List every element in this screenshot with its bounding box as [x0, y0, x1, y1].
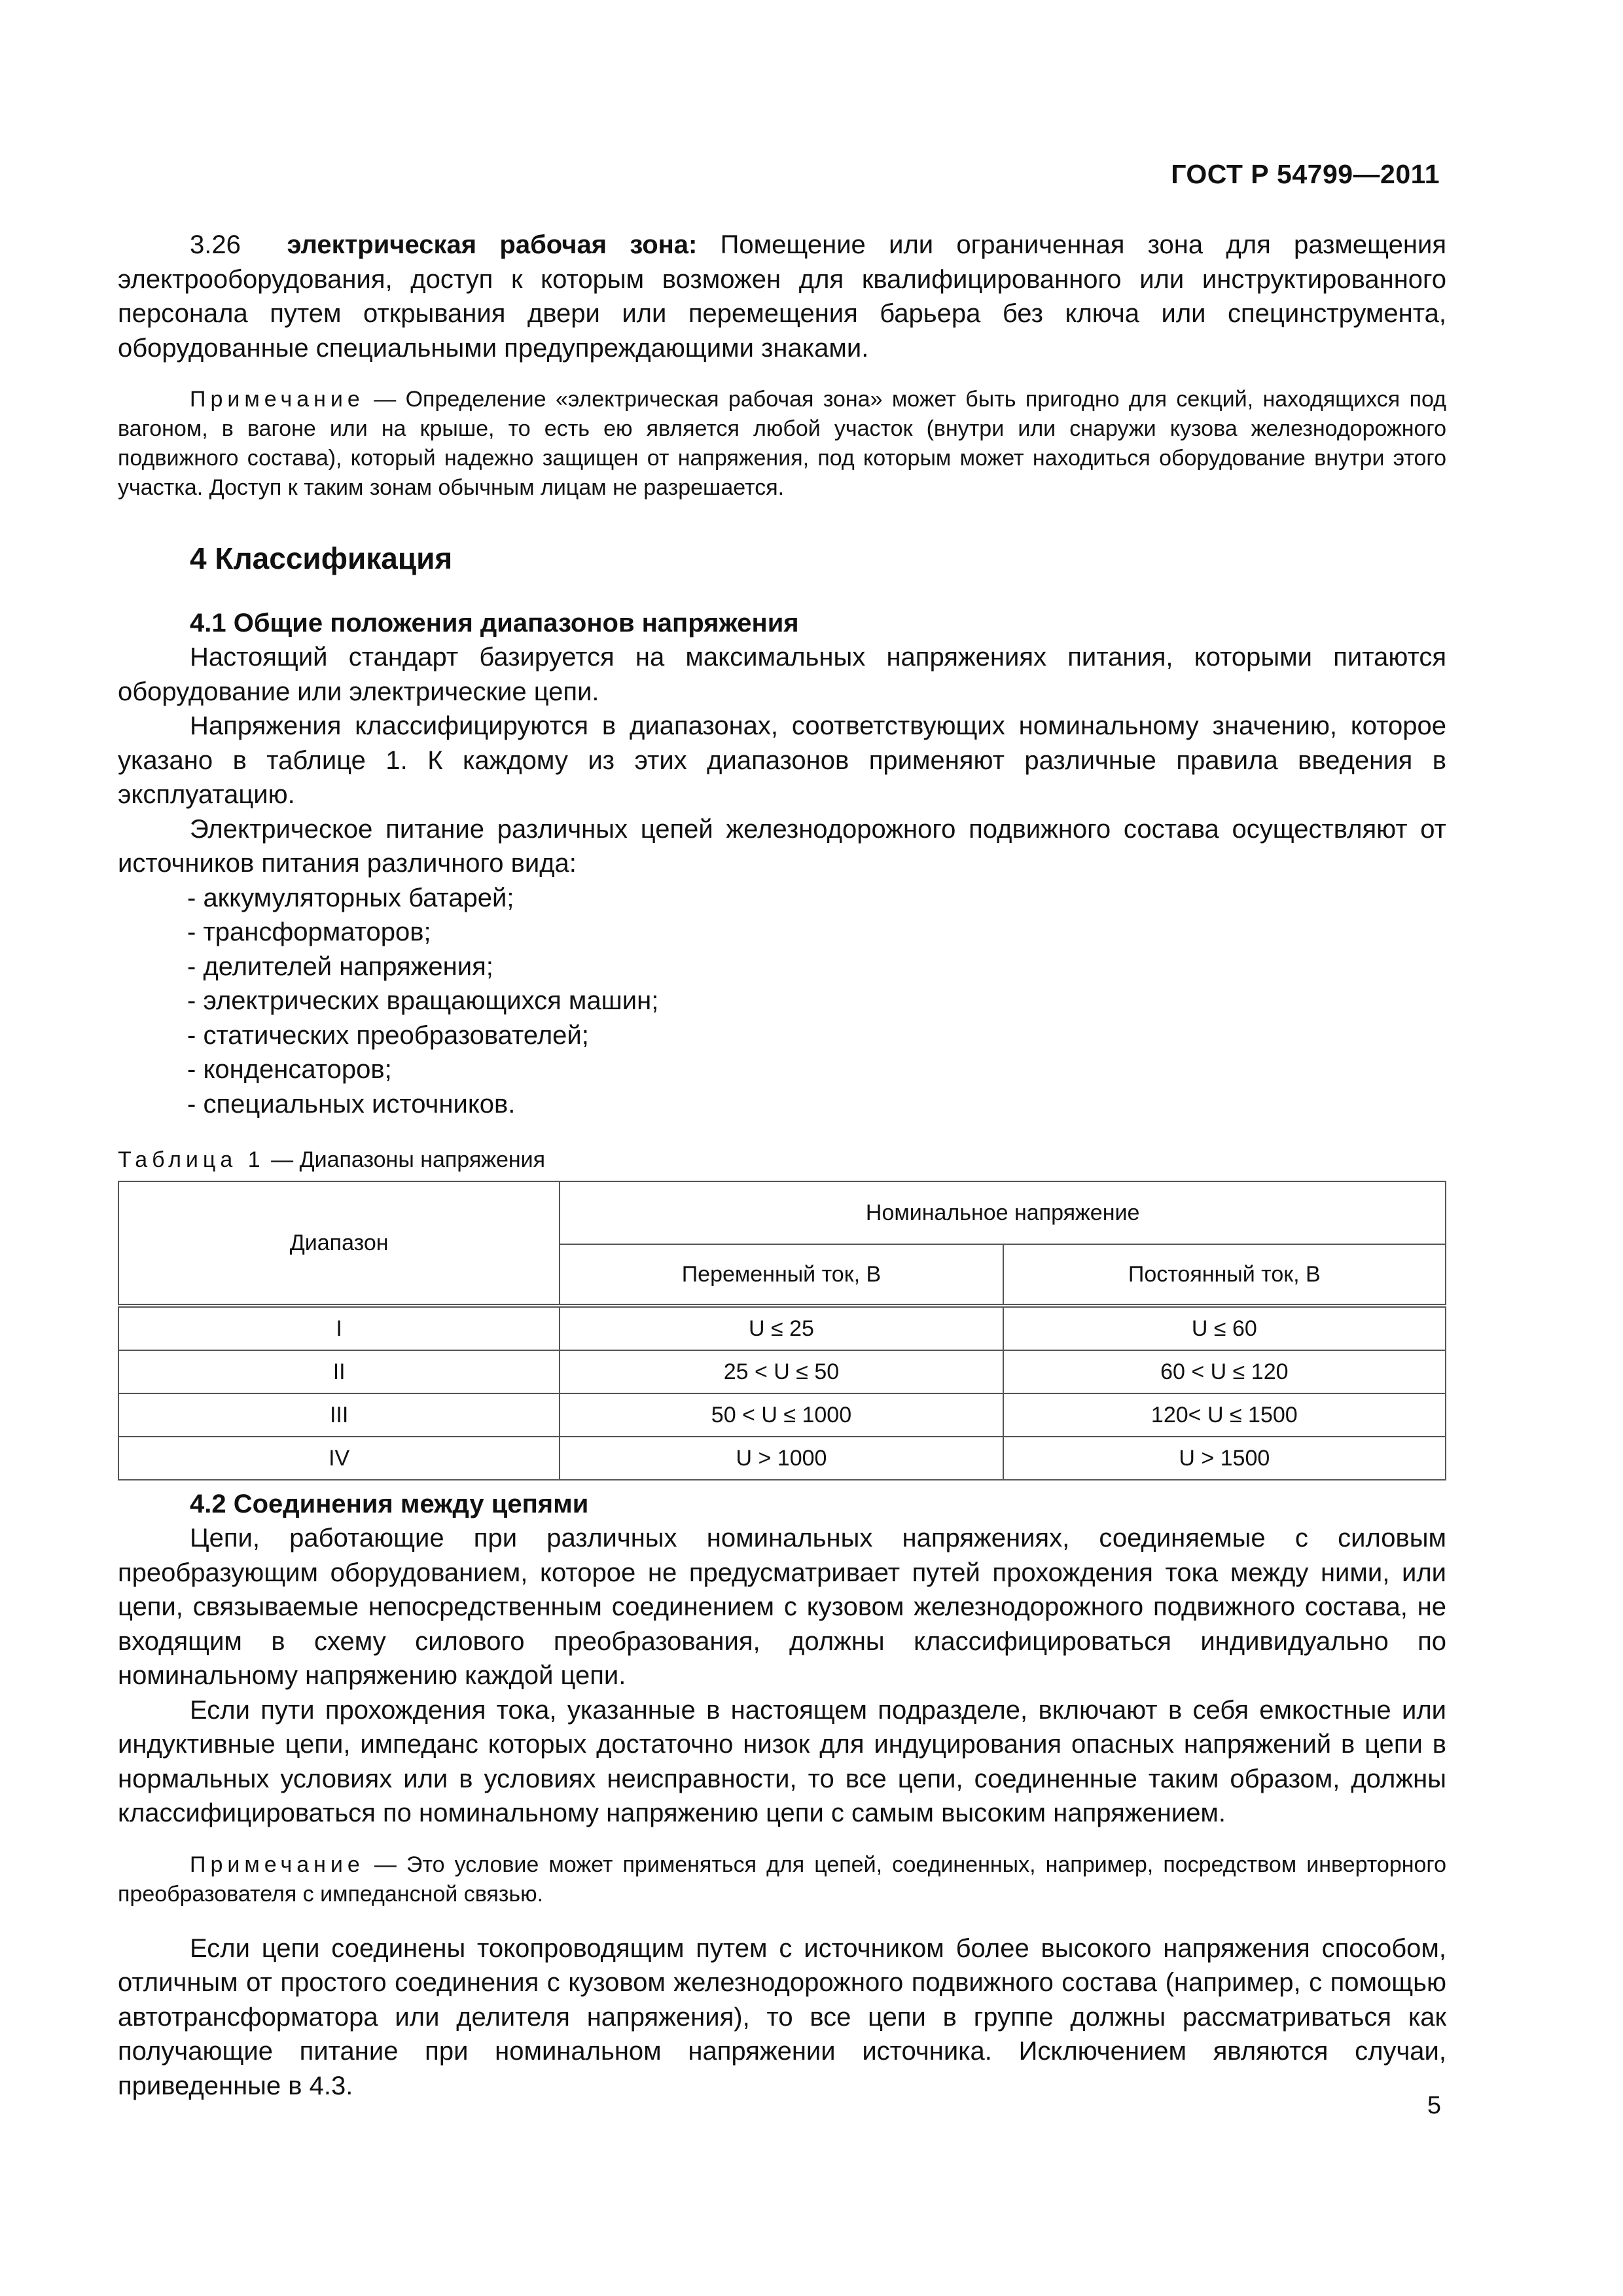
cell-dc: 120< U ≤ 1500	[1003, 1393, 1446, 1437]
table-row	[118, 1350, 1446, 1393]
document-id-header: ГОСТ Р 54799—2011	[1171, 159, 1440, 189]
cell-range: I	[118, 1306, 560, 1350]
paragraph: Если цепи соединены токопроводящим путем с источником более высокого напряжения способом, отличным от простого соединения с кузовом железнодорожного подвижного состава (например, с помощью автотрансформатора или делителя напряжения), то все цепи в группе должны рассматриваться как получающие питание при номинальном напряжении источника. Исключением являются случаи, приведенные в 4.3.	[118, 1933, 1446, 2100]
table-row	[118, 1306, 1446, 1350]
table-caption-text: — Диапазоны напряжения	[271, 1147, 546, 1172]
paragraph: Если пути прохождения тока, указанные в настоящем подразделе, включают в себя емкостные или индуктивные цепи, импеданс которых достаточно низок для индуцирования опасных напряжений в цепи в нормальных условиях или в условиях неисправности, то все цепи, соединенные таким образом, должны классифицироваться по номинальному напряжению цепи с самым высоким напряжением.	[118, 1695, 1446, 1827]
note-label: Примечание	[190, 387, 365, 412]
power-source-list	[118, 881, 1446, 1122]
note-text: — Это условие может применяться для цепей, соединенных, например, посредством инверторного преобразователя с импедансной связью.	[118, 1852, 1446, 1907]
subsection-title-4-2: 4.2 Соединения между цепями	[190, 1490, 589, 1518]
cell-range: II	[118, 1350, 560, 1393]
table-caption	[118, 1147, 1446, 1173]
cell-ac: 50 < U ≤ 1000	[560, 1393, 1003, 1437]
list-item: - аккумуляторных батарей;	[187, 881, 1446, 916]
header-nominal-voltage: Номинальное напряжение	[560, 1181, 1446, 1244]
list-item: - трансформаторов;	[187, 915, 1446, 950]
table-row	[118, 1393, 1446, 1437]
definition-text: Помещение или ограниченная зона для размещения электрооборудования, доступ к которым возможен для квалифицированного или инструктированного персонала путем открывания двери или перемещения барьера без ключа или специнструмента, оборудованные специальными предупреждающими знаками.	[118, 230, 1446, 363]
header-range: Диапазон	[118, 1181, 560, 1306]
page-content	[118, 228, 1446, 2103]
cell-range: III	[118, 1393, 560, 1437]
cell-range: IV	[118, 1437, 560, 1480]
paragraph: Цепи, работающие при различных номинальных напряжениях, соединяемые с силовым преобразующим оборудованием, которое не предусматривает путей прохождения тока между ними, или цепи, связываемые непосредственным соединением с кузовом железнодорожного подвижного состава, не входящим в схему силового преобразования, должны классифицироваться индивидуально по номинальному напряжению каждой цепи.	[118, 1524, 1446, 1690]
list-item: - конденсаторов;	[187, 1052, 1446, 1087]
cell-ac: U ≤ 25	[560, 1306, 1003, 1350]
paragraph: Электрическое питание различных цепей железнодорожного подвижного состава осуществляют от источников питания различного вида:	[118, 814, 1446, 878]
header-dc: Постоянный ток, В	[1003, 1244, 1446, 1306]
term: электрическая рабочая зона:	[287, 230, 698, 259]
cell-ac: U > 1000	[560, 1437, 1003, 1480]
header-ac: Переменный ток, В	[560, 1244, 1003, 1306]
note-3-26	[118, 385, 1446, 503]
paragraph: Настоящий стандарт базируется на максимальных напряжениях питания, которыми питаются оборудование или электрические цепи.	[118, 643, 1446, 706]
voltage-ranges-table	[118, 1181, 1446, 1480]
cell-dc: U ≤ 60	[1003, 1306, 1446, 1350]
list-item: - электрических вращающихся машин;	[187, 984, 1446, 1018]
list-item: - специальных источников.	[187, 1087, 1446, 1122]
table-row	[118, 1437, 1446, 1480]
list-item: - статических преобразователей;	[187, 1018, 1446, 1053]
cell-dc: 60 < U ≤ 120	[1003, 1350, 1446, 1393]
definition-3-26	[118, 228, 1446, 365]
cell-dc: U > 1500	[1003, 1437, 1446, 1480]
note-label: Примечание	[190, 1852, 365, 1877]
subsection-title-4-1: 4.1 Общие положения диапазонов напряжения	[190, 609, 799, 637]
clause-number: 3.26	[190, 230, 241, 259]
note-text: — Определение «электрическая рабочая зона» может быть пригодно для секций, находящихся под вагоном, в вагоне или на крыше, то есть ею является любой участок (внутри или снаружи кузова железнодорожного подвижного состава), который надежно защищен от напряжения, под которым может находиться оборудование внутри этого участка. Доступ к таким зонам обычным лицам не разрешается.	[118, 387, 1447, 500]
note-4-2	[118, 1850, 1446, 1909]
page-number: 5	[1427, 2092, 1441, 2119]
table-caption-label: Таблица 1	[118, 1147, 265, 1172]
list-item: - делителей напряжения;	[187, 950, 1446, 984]
section-title-4: 4 Классификация	[190, 541, 453, 575]
cell-ac: 25 < U ≤ 50	[560, 1350, 1003, 1393]
paragraph: Напряжения классифицируются в диапазонах, соответствующих номинальному значению, которое указано в таблице 1. К каждому из этих диапазонов применяют различные правила введения в эксплуатацию.	[118, 711, 1446, 809]
